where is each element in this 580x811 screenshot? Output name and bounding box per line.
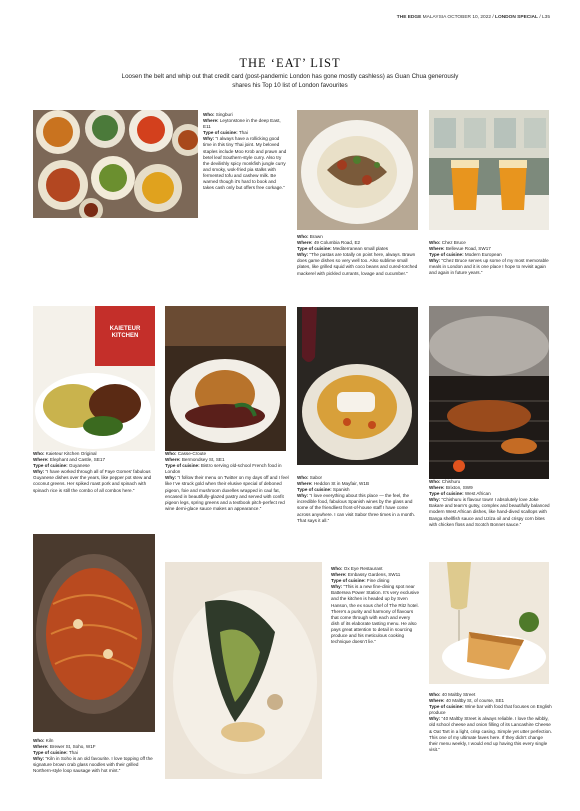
where-value: Leytonstone in the deep East, E11 <box>203 118 281 130</box>
entry-singburi <box>203 112 288 191</box>
who-value: 40 Maltby Street <box>441 692 476 697</box>
where-value: Brixton, SW9 <box>445 485 473 491</box>
section-name: LONDON SPECIAL <box>495 15 538 20</box>
who-value: Sabor <box>309 475 323 480</box>
where-label: Where: <box>297 240 313 246</box>
who-value: Casse-Croute <box>177 451 207 456</box>
who-label: Who: <box>429 240 441 245</box>
chishuru-photo <box>429 306 549 479</box>
cuisine-label: Type of cuisine: <box>33 463 68 469</box>
brawn-photo <box>297 110 418 230</box>
maltby-photo <box>429 562 549 684</box>
where-value: 49 Columbia Road, E2 <box>313 240 361 246</box>
who-label: Who: <box>429 692 441 697</box>
where-label: Where: <box>429 246 445 252</box>
who-label: Who: <box>297 234 309 239</box>
why-label: Why: <box>429 716 441 722</box>
entry-sabor <box>297 475 421 524</box>
cuisine-value: Thai <box>238 130 248 136</box>
why-label: Why: <box>297 493 309 499</box>
why-value: “Chishuru is flavour town! I absolutely love Joke Bakare and team’s gutsy, complex and beautifully balanced modern West African dishes, like hand-dived scallops with Banga shellfish sauce and Uziza oil and crispy corn bites with chicken floss and Scotch Bonnet sauce.” <box>429 497 550 527</box>
running-header: THE EDGE MALAYSIA OCTOBER 10, 2022 / LONDON SPECIAL / L35 <box>396 15 550 20</box>
where-value: Bellevue Road, SW17 <box>445 246 491 252</box>
cuisine-value: Bistro serving old-school French food in London <box>165 463 282 475</box>
cuisine-label: Type of cuisine: <box>33 750 68 756</box>
who-value: Singburi <box>215 112 233 117</box>
intro-text: Loosen the belt and whip out that credit card (post-pandemic London has gone mostly cashless) as Guan Chua generously shares his Top 10 list of London favourites <box>121 73 459 89</box>
why-label: Why: <box>297 252 309 258</box>
ox-eye-photo <box>165 562 322 779</box>
where-label: Where: <box>331 572 347 578</box>
entry-casse-croute <box>165 451 289 512</box>
chez-bruce-photo <box>429 110 549 230</box>
why-label: Why: <box>429 258 441 264</box>
where-value: 40 Maltby St, of course, SE1 <box>445 698 505 704</box>
where-value: Bermondsey St, SE1 <box>181 457 225 463</box>
why-value: “I have worked through all of Faye Gomes’ fabulous Guyanese dishes over the years, like pepper pot stew and coconut greens. Her spiked roast pork and spinach with spinach rice is still the combo of all combos here.” <box>33 469 152 493</box>
who-label: Who: <box>429 479 441 484</box>
cuisine-value: Guyanese <box>68 463 90 469</box>
where-value: Embassy Gardens, SW11 <box>347 572 401 578</box>
kaieteur-sign-text: KAIETEUR KITCHEN <box>109 326 141 339</box>
why-value: “I love everything about this place — the feel, the incredible food, fabulous Spanish wines by the glass and some of the friendliest front-of-house staff I have come across anywhere. I can visit Sabor three times in a month. That says it all.” <box>297 493 415 523</box>
why-value: “The pastas are totally on point here, always. Brawn does game dishes so very well too. Also sublime small plates, like grilled squid with coco beans and cured-torched mackerel with pickled currants, lovage and cucumber.” <box>297 252 418 276</box>
cuisine-value: Fine dining <box>366 578 390 584</box>
cuisine-label: Type of cuisine: <box>165 463 200 469</box>
cuisine-value: Spanish <box>332 487 350 493</box>
who-label: Who: <box>331 566 343 571</box>
entry-kaieteur <box>33 451 157 494</box>
cuisine-value: Modern European <box>464 252 502 258</box>
where-label: Where: <box>165 457 181 463</box>
issue-date: OCTOBER 10, 2022 <box>447 15 492 20</box>
cuisine-label: Type of cuisine: <box>429 252 464 258</box>
why-value: “This is a new fine-dining spot near Battersea Power Station. It’s very exclusive and the kitchen is headed up by Sven Hanson, the ex sous chef of The Ritz hotel. There’s a purity and harmony of flavours that come through with each and every dish of its elaborate tasting menu. He also pays great attention to detail in sourcing produce and his meticulous cooking technique doesn’t lie.” <box>331 584 420 645</box>
why-label: Why: <box>165 475 177 481</box>
who-value: Ox Eye Restaurant <box>343 566 383 571</box>
why-value: “40 Maltby Street is always reliable. I love the wibbly, old school cheese and onion filling of its Lancashire Cheese & Oat Tart in a light, crisp casing. Simple yet utter perfection. This one of my ultimate faves here. If they didn’t change their menu weekly, I would end up having this every single visit.” <box>429 716 552 752</box>
why-label: Why: <box>33 469 45 475</box>
who-label: Who: <box>297 475 309 480</box>
who-value: Kiln <box>45 738 54 743</box>
why-label: Why: <box>203 136 215 142</box>
cuisine-value: Thai <box>68 750 78 756</box>
why-value: “I always have a rollicking good time in this tiny Thai joint. My beloved staples include Moo Krob and prawn and betel leaf Southern-style curry. Also try the devilishly spicy monkfish jungle curry and smoky, wok-fried pia stalks with fermented tofu and cashew milk. Be warned though it’s hard to book and takes cash only but offers free corkage.” <box>203 136 287 191</box>
why-value: “I follow their menu on Twitter on my days off and I feel like I’ve struck gold when their elusive special of deboned pigeon, foie and mushroom duxelles wrapped in caul fat, encased in beautifully-glazed pastry and served with confit pigeon legs, spring greens and a textbook pitch-perfect red wine demi-glace sauce makes an appearance.” <box>165 475 289 511</box>
who-label: Who: <box>165 451 177 456</box>
who-label: Who: <box>203 112 215 117</box>
entry-chez-bruce <box>429 240 551 277</box>
kiln-photo <box>33 534 155 732</box>
who-value: Brawn <box>309 234 323 239</box>
sabor-photo <box>297 307 418 465</box>
why-label: Why: <box>33 756 45 762</box>
who-label: Who: <box>33 451 45 456</box>
page-title: THE ‘EAT’ LIST <box>239 56 341 70</box>
cuisine-label: Type of cuisine: <box>297 487 332 493</box>
why-value: “Chez Bruce serves up some of my most memorable meals in London and it is one place I hope to revisit again and again in future years.” <box>429 258 549 276</box>
who-value: Chishuru <box>441 479 461 484</box>
why-label: Why: <box>429 497 441 503</box>
why-label: Why: <box>331 584 343 590</box>
entry-ox-eye <box>331 566 419 645</box>
cuisine-value: Wine bar with food that focuses on English produce <box>429 704 552 716</box>
where-value: Heddon St in Mayfair, W1B <box>313 481 370 487</box>
singburi-photo <box>33 110 198 218</box>
cuisine-label: Type of cuisine: <box>429 491 464 497</box>
brand-name: THE EDGE <box>396 15 422 20</box>
who-label: Who: <box>33 738 45 743</box>
entry-kiln <box>33 738 157 775</box>
where-label: Where: <box>33 457 49 463</box>
cuisine-label: Type of cuisine: <box>331 578 366 584</box>
where-label: Where: <box>33 744 49 750</box>
cuisine-label: Type of cuisine: <box>297 246 332 252</box>
where-label: Where: <box>203 118 219 124</box>
entry-40-maltby <box>429 692 553 753</box>
who-value: Chez Bruce <box>441 240 466 245</box>
entry-brawn <box>297 234 419 277</box>
where-label: Where: <box>429 485 445 491</box>
where-label: Where: <box>429 698 445 704</box>
where-value: Elephant and Castle, SE17 <box>49 457 106 463</box>
why-value: “Kiln in Soho is an old favourite. I love topping off the signature brown crab glass noodles with their grilled Northern-style loop sausage with hot mint.” <box>33 756 153 774</box>
cuisine-value: West African <box>464 491 491 497</box>
casse-croute-photo <box>165 306 286 451</box>
where-value: Brewer St, Soho, W1F <box>49 744 96 750</box>
who-value: Kaieteur Kitchen Original <box>45 451 97 456</box>
page-number: L35 <box>541 15 550 20</box>
where-label: Where: <box>297 481 313 487</box>
cuisine-label: Type of cuisine: <box>203 130 238 136</box>
brand-country: MALAYSIA <box>422 15 447 20</box>
cuisine-value: Mediterranean small plates <box>332 246 389 252</box>
cuisine-label: Type of cuisine: <box>429 704 464 710</box>
entry-chishuru <box>429 479 553 528</box>
kaieteur-photo <box>33 306 155 451</box>
